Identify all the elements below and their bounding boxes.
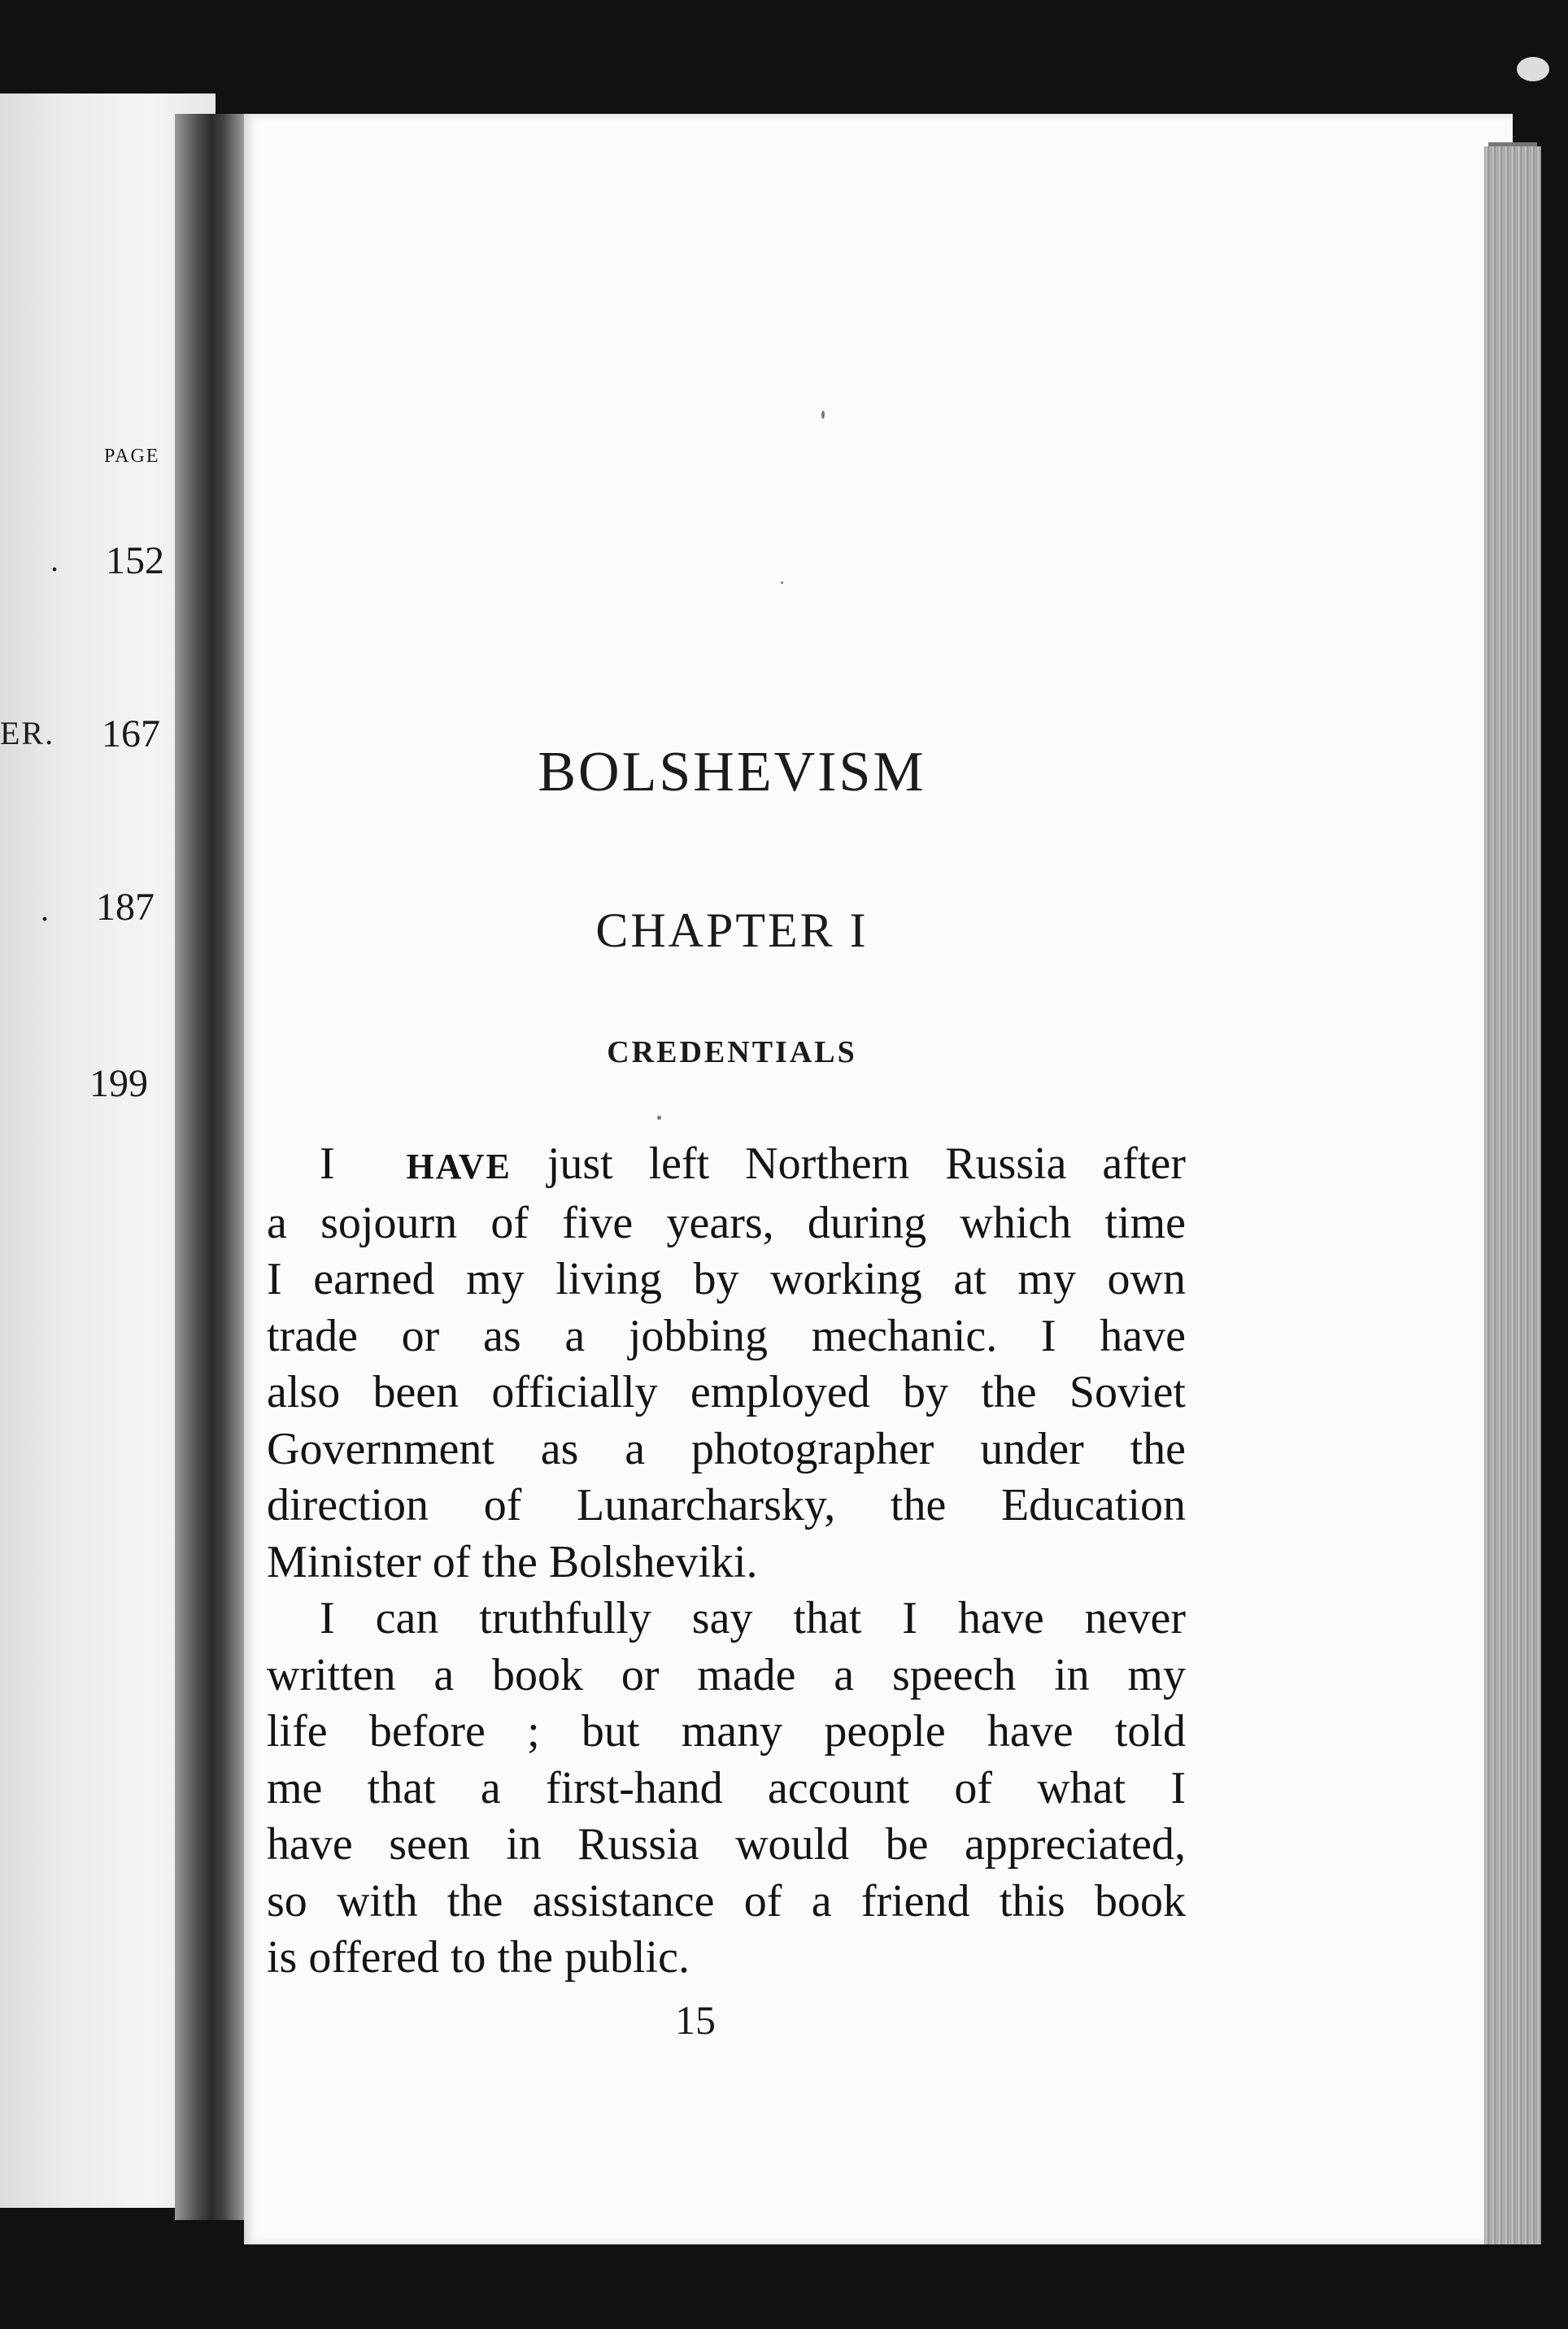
text-line: Government as a photographer under the [267,1423,1186,1474]
toc-leader: . [41,891,49,928]
toc-leader: . [50,542,59,578]
chapter-heading: CHAPTER I [595,903,869,957]
text-line: I HAVE just left Northern Russia after [320,1138,1187,1189]
toc-page-number: 167 [102,712,160,755]
section-heading: CREDENTIALS [607,1035,857,1069]
toc-page-number: 187 [96,886,155,929]
body-text [267,1136,1186,1987]
text-line: life before ; but many people have told [267,1706,1186,1757]
text-line: a sojourn of five years, during which time [267,1197,1186,1248]
dust-speck [781,581,783,584]
text-line: me that a first-hand account of what I [267,1762,1186,1813]
text-line: is offered to the public. [267,1932,690,1983]
text-line: I earned my living by working at my own [267,1254,1186,1304]
toc-entry-fragment: ER. [0,715,55,751]
paragraph [267,1591,1186,1987]
text-line: I can truthfully say that I have never [320,1593,1186,1643]
lead-smallcaps: HAVE [406,1147,512,1186]
page-number: 15 [675,1997,716,2043]
text-line: written a book or made a speech in my [267,1649,1186,1700]
text-line: direction of Lunarcharsky, the Education [267,1480,1186,1530]
toc-page-number: 152 [106,539,164,582]
lead-word: I [320,1138,335,1189]
toc-page-number: 199 [89,1062,148,1105]
text-line: also been officially employed by the Soviet [267,1367,1186,1417]
toc-page-header: PAGE [104,446,160,467]
dust-speck [1517,57,1549,81]
text-line: so with the assistance of a friend this book [267,1875,1186,1926]
dust-speck [821,411,825,419]
text-line: have seen in Russia would be appreciated, [267,1819,1186,1870]
book-title: BOLSHEVISM [538,741,926,803]
dust-speck [657,1116,661,1120]
paragraph [267,1136,1186,1591]
text-line: Minister of the Bolsheviki. [267,1536,758,1587]
page-block-edges [1484,146,1541,2244]
text-line: trade or as a jobbing mechanic. I have [267,1310,1186,1361]
